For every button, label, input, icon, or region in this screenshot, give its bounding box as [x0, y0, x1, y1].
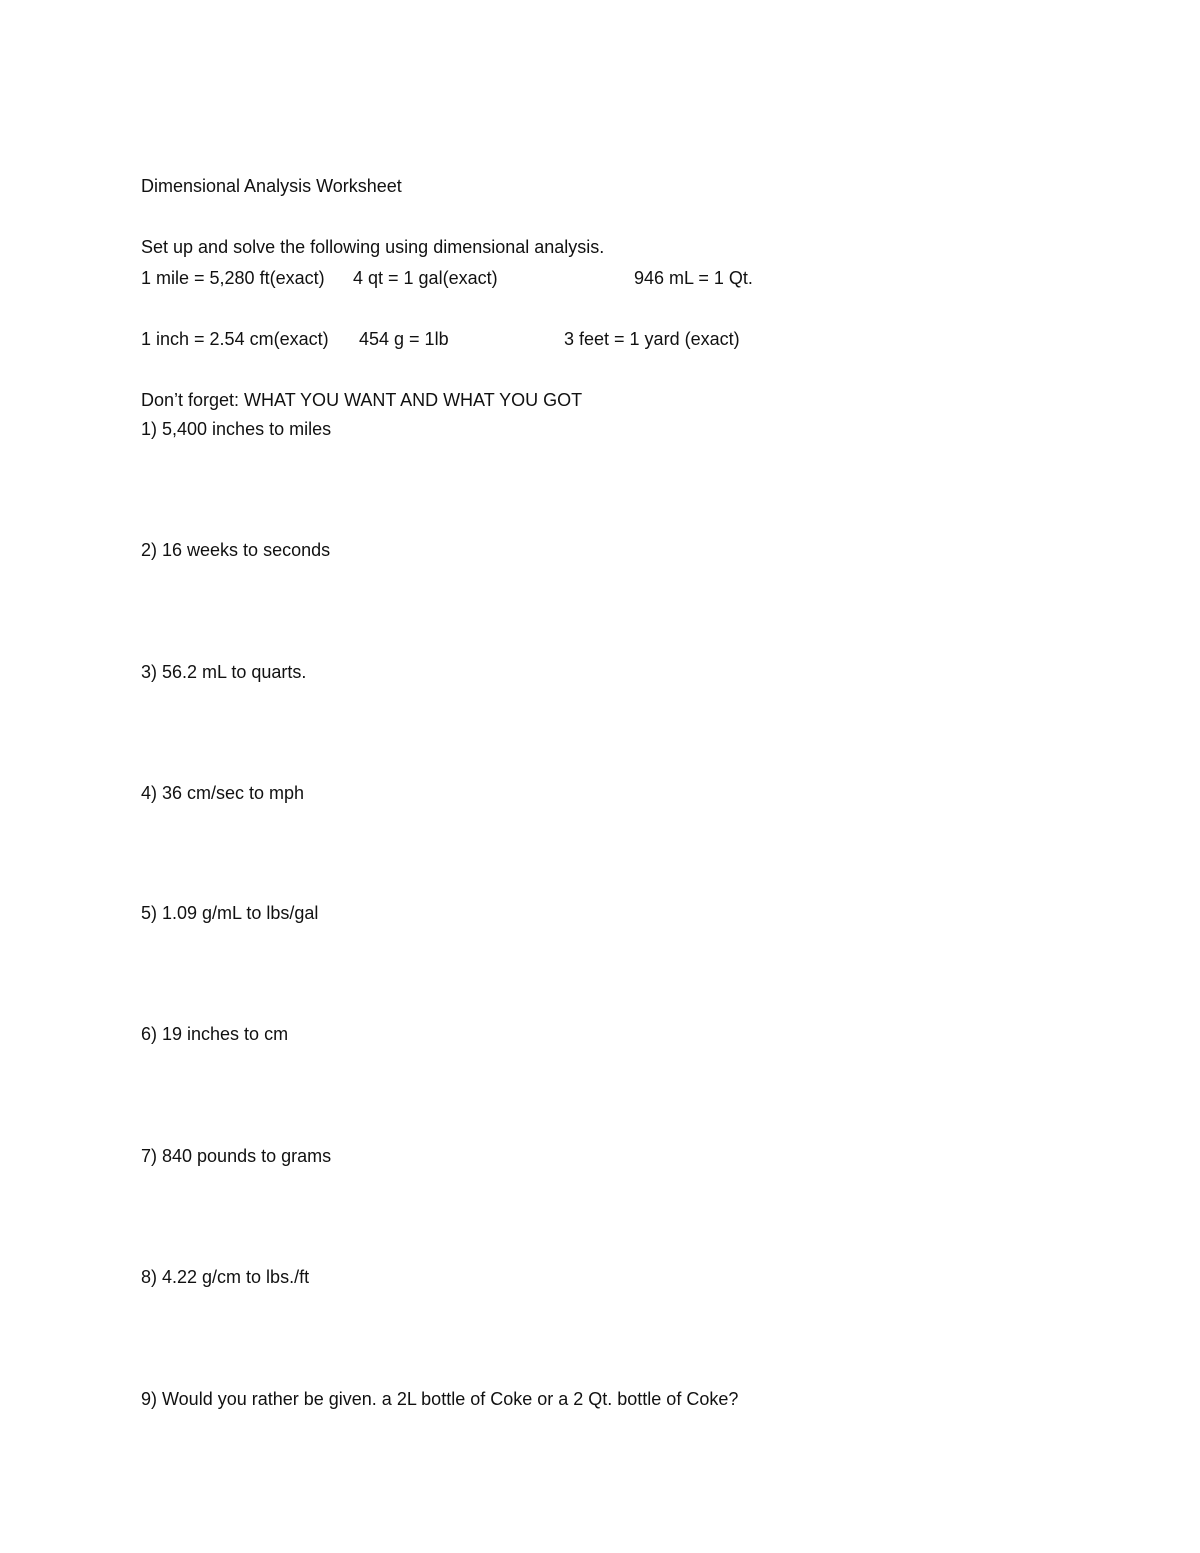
question-2: 2) 16 weeks to seconds	[141, 540, 331, 560]
conversion-gram-pound: 454 g = 1lb	[359, 329, 449, 349]
reminder: Don’t forget: WHAT YOU WANT AND WHAT YOU GOT	[141, 390, 583, 410]
conversion-mile-feet: 1 mile = 5,280 ft(exact)	[141, 268, 325, 288]
question-3: 3) 56.2 mL to quarts.	[141, 662, 307, 682]
page-title: Dimensional Analysis Worksheet	[141, 176, 402, 196]
question-5: 5) 1.09 g/mL to lbs/gal	[141, 903, 319, 923]
question-6: 6) 19 inches to cm	[141, 1024, 289, 1044]
question-9: 9) Would you rather be given. a 2L bottle of Coke or a 2 Qt. bottle of Coke?	[141, 1389, 739, 1409]
conversion-quart-gallon: 4 qt = 1 gal(exact)	[353, 268, 498, 288]
question-4: 4) 36 cm/sec to mph	[141, 783, 305, 803]
conversion-inch-cm: 1 inch = 2.54 cm(exact)	[141, 329, 329, 349]
conversion-ml-quart: 946 mL = 1 Qt.	[634, 268, 753, 288]
question-7: 7) 840 pounds to grams	[141, 1146, 332, 1166]
question-1: 1) 5,400 inches to miles	[141, 419, 332, 439]
instructions: Set up and solve the following using dimensional analysis.	[141, 237, 605, 257]
conversion-feet-yard: 3 feet = 1 yard (exact)	[564, 329, 740, 349]
question-8: 8) 4.22 g/cm to lbs./ft	[141, 1267, 310, 1287]
